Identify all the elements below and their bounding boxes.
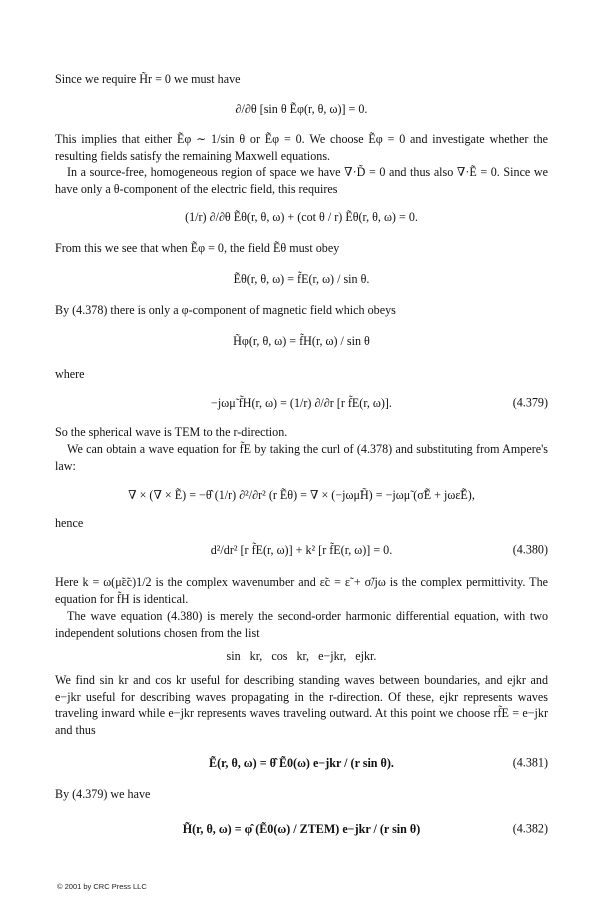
equation-9: Ẽ(r, θ, ω) = θ̂ Ẽ0(ω) e−jkr / (r sin θ). (4.381): [209, 755, 548, 770]
text-paragraph-11: The wave equation (4.380) is merely the second-order harmonic differential equation, with two independent solutions chosen from the list: [55, 609, 548, 640]
equation-number-4-379: (4.379): [512, 395, 548, 410]
text-paragraph-10: Here k = ω(μ̃ε̃c)1/2 is the complex wavenumber and ε̃c = ε̃ + σ̃/jω is the complex permittivity. The equation for f̃H is identical.: [55, 575, 548, 606]
equation-number-4-381: (4.381): [512, 755, 548, 770]
text-paragraph-13: By (4.379) we have: [55, 787, 151, 801]
equation-number-4-380: (4.380): [512, 542, 548, 557]
equation-10: H̃(r, θ, ω) = φ̂ (Ẽ0(ω) / ZTEM) e−jkr / (r sin θ) (4.382): [182, 821, 548, 836]
text-paragraph-3: In a source-free, homogeneous region of space we have ∇·D̃ = 0 and thus also ∇·Ẽ = 0. Since we have only a θ-component of the electric field, this requires: [55, 165, 548, 196]
text-paragraph-8: We can obtain a wave equation for f̃E by taking the curl of (4.378) and substituting from Ampere's law:: [55, 442, 548, 473]
equation-5: −jωμ̃ f̃H(r, ω) = (1/r) ∂/∂r [r f̃E(r, ω)]. (4.379): [211, 395, 548, 410]
copyright-footer: © 2001 by CRC Press LLC: [57, 882, 147, 891]
equation-1: ∂/∂θ [sin θ Ẽφ(r, θ, ω)] = 0.: [235, 101, 368, 116]
text-paragraph-2: This implies that either Ẽφ ∼ 1/sin θ or Ẽφ = 0. We choose Ẽφ = 0 and investigate whether the resulting fields satisfy the remaining Maxwell equations.: [55, 132, 548, 163]
text-paragraph-1: Since we require H̃r = 0 we must have: [55, 72, 241, 86]
text-paragraph-7: So the spherical wave is TEM to the r-direction.: [55, 425, 288, 439]
text-paragraph-4: From this we see that when Ẽφ = 0, the field Ẽθ must obey: [55, 241, 340, 255]
equation-number-4-382: (4.382): [512, 821, 548, 836]
equation-8: sin kr, cos kr, e−jkr, ejkr.: [226, 648, 377, 663]
text-paragraph-5: By (4.378) there is only a φ-component of magnetic field which obeys: [55, 303, 396, 317]
equation-6: ∇ × (∇ × Ẽ) = −θ̂ (1/r) ∂²/∂r² (r Ẽθ) = ∇ × (−jωμ̃H̃) = −jωμ̃ (σ̃Ẽ + jωε̃Ẽ),: [128, 487, 475, 502]
equation-3: Ẽθ(r, θ, ω) = f̃E(r, ω) / sin θ.: [233, 271, 370, 286]
equation-7: d²/dr² [r f̃E(r, ω)] + k² [r f̃E(r, ω)] = 0. (4.380): [210, 542, 548, 557]
equation-2: (1/r) ∂/∂θ Ẽθ(r, θ, ω) + (cot θ / r) Ẽθ(r, θ, ω) = 0.: [185, 209, 418, 224]
equation-4: H̃φ(r, θ, ω) = f̃H(r, ω) / sin θ: [233, 333, 370, 348]
text-paragraph-12: We find sin kr and cos kr useful for describing standing waves between boundaries, and ejkr and e−jkr useful for describing waves propagating in the r-direction. Of these, ejkr represents waves traveling inward while e−jkr represents waves traveling outward. At this point we choose rf̃E = e−jkr and thus: [55, 673, 548, 737]
text-paragraph-6: where: [55, 367, 85, 381]
text-paragraph-9: hence: [55, 516, 84, 530]
